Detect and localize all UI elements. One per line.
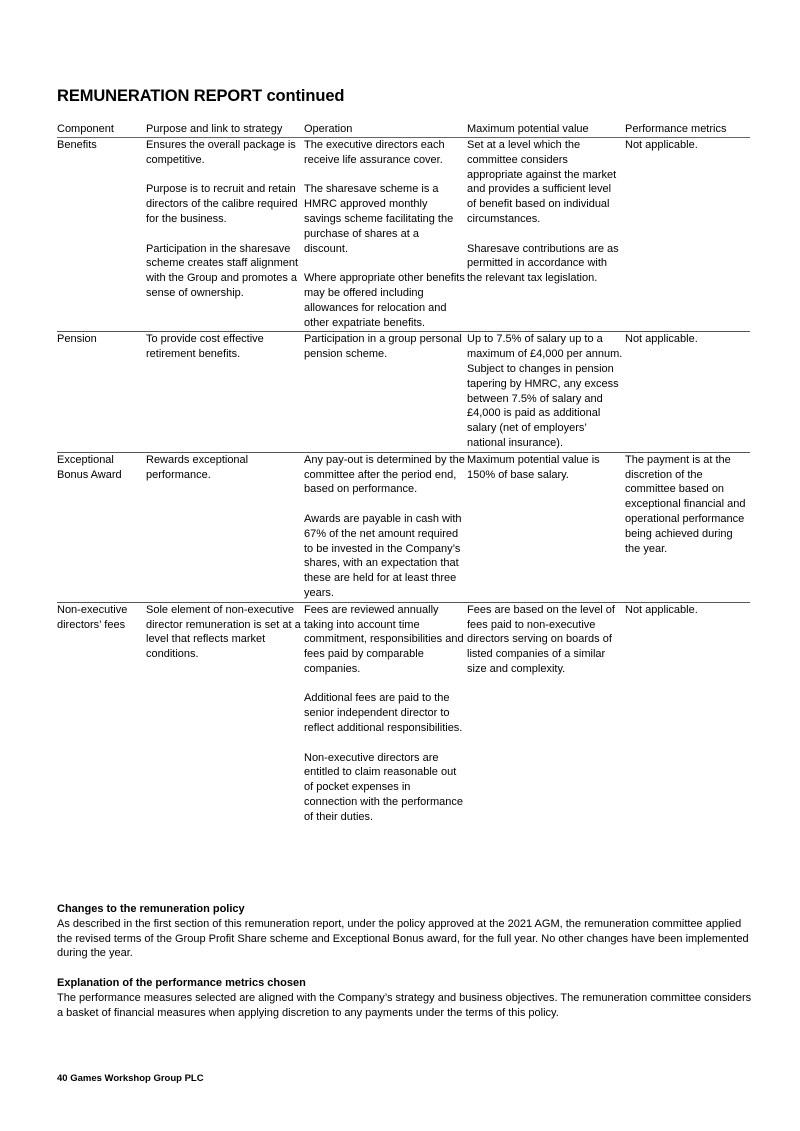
component-name: Exceptional Bonus Award — [57, 453, 122, 481]
cell-paragraph: Purpose is to recruit and retain directors of the calibre required for the business. — [146, 183, 298, 225]
section-heading: Changes to the remuneration policy — [57, 903, 245, 915]
component-cell — [57, 452, 146, 602]
metrics-cell — [625, 138, 750, 332]
component-cell — [57, 332, 146, 452]
section-heading: Explanation of the performance metrics chosen — [57, 976, 306, 989]
table-row — [57, 602, 750, 825]
cell-paragraph: Not applicable. — [625, 139, 698, 151]
cell-paragraph: Non-executive directors are entitled to claim reasonable out of pocket expenses in connection with the performance of their duties. — [304, 751, 463, 823]
remuneration-policy-table — [57, 122, 750, 826]
column-header: Maximum potential value — [467, 122, 625, 138]
purpose-cell — [146, 138, 304, 332]
page-title: REMUNERATION REPORT continued — [57, 87, 345, 105]
cell-paragraph: Sharesave contributions are as permitted in accordance with the relevant tax legislation. — [467, 242, 619, 285]
cell-paragraph: Set at a level which the committee considers appropriate against the market and provides a sufficient level of benefit based on individual circumstances. — [467, 139, 617, 225]
metrics-cell — [625, 452, 750, 602]
purpose-cell — [146, 452, 304, 602]
column-header: Performance metrics — [625, 122, 750, 138]
cell-paragraph: The sharesave scheme is a HMRC approved monthly savings scheme facilitating the purchase of shares at a discount. — [304, 183, 454, 255]
cell-paragraph: Fees are based on the level of fees paid to non-executive directors serving on boards of listed companies of a similar size and complexity. — [467, 603, 615, 675]
operation-cell — [304, 452, 467, 602]
column-header: Component — [57, 122, 146, 138]
policy-notes — [57, 902, 757, 1035]
component-name: Benefits — [57, 139, 97, 151]
table-row — [57, 138, 750, 332]
purpose-cell — [146, 332, 304, 452]
maximum-cell — [467, 452, 625, 602]
column-header: Purpose and link to strategy — [146, 122, 304, 138]
component-cell — [57, 138, 146, 332]
cell-paragraph: Fees are reviewed annually taking into account time commitment, responsibilities and fees paid by comparable companies. — [304, 603, 464, 675]
cell-paragraph: Where appropriate other benefits may be offered including allowances for relocation and other expatriate benefits. — [304, 272, 465, 329]
cell-paragraph: The payment is at the discretion of the committee based on exceptional financial and operational performance being achieved during the year. — [625, 453, 746, 555]
cell-paragraph: Sole element of non-executive director remuneration is set at a level that reflects market conditions. — [146, 603, 301, 661]
cell-paragraph: To provide cost effective retirement benefits. — [146, 333, 264, 361]
cell-paragraph: Maximum potential value is 150% of base salary. — [467, 453, 600, 481]
maximum-cell — [467, 602, 625, 825]
cell-paragraph: Not applicable. — [625, 333, 698, 346]
component-cell — [57, 602, 146, 825]
component-name: Non-executive directors’ fees — [57, 603, 128, 631]
column-header: Operation — [304, 122, 467, 138]
table-row — [57, 332, 750, 452]
section-body: The performance measures selected are aligned with the Company’s strategy and business objectives. The remuneration committee considers a basket of financial measures when applying discretion to any payments under the terms of this policy. — [57, 991, 752, 1019]
cell-paragraph: Participation in the sharesave scheme creates staff alignment with the Group and promotes a sense of ownership. — [146, 242, 299, 299]
component-name: Pension — [57, 333, 97, 346]
cell-paragraph: Not applicable. — [625, 603, 698, 616]
page-footer: 40 Games Workshop Group PLC — [57, 1073, 204, 1084]
cell-paragraph: The executive directors each receive life assurance cover. — [304, 139, 445, 166]
cell-paragraph: Participation in a group personal pension scheme. — [304, 333, 462, 361]
cell-paragraph: Any pay-out is determined by the committee after the period end, based on performance. — [304, 453, 465, 496]
cell-paragraph: Up to 7.5% of salary up to a maximum of £4,000 per annum. Subject to changes in pension tapering by HMRC, any excess between 7.5% of salary and £4,000 is paid as additional salary (net of employers’ national insurance). — [467, 333, 623, 449]
cell-paragraph: Awards are payable in cash with 67% of the net amount required to be invested in the Company’s shares, with an expectation that these are held for at least three years. — [304, 512, 462, 599]
maximum-cell — [467, 332, 625, 452]
table-header-row — [57, 122, 750, 138]
cell-paragraph: Additional fees are paid to the senior independent director to reflect additional responsibilities. — [304, 692, 463, 735]
section-body: As described in the first section of this remuneration report, under the policy approved at the 2021 AGM, the remuneration committee applied the revised terms of the Group Profit Share scheme and Exceptional Bonus award, for the full year. No other changes have been implemented during the year. — [57, 917, 749, 960]
operation-cell — [304, 602, 467, 825]
table-row — [57, 452, 750, 602]
maximum-cell — [467, 138, 625, 332]
purpose-cell — [146, 602, 304, 825]
cell-paragraph: Rewards exceptional performance. — [146, 453, 249, 481]
operation-cell — [304, 332, 467, 452]
metrics-cell — [625, 332, 750, 452]
operation-cell — [304, 138, 467, 332]
metrics-cell — [625, 602, 750, 825]
cell-paragraph: Ensures the overall package is competitive. — [146, 139, 296, 166]
